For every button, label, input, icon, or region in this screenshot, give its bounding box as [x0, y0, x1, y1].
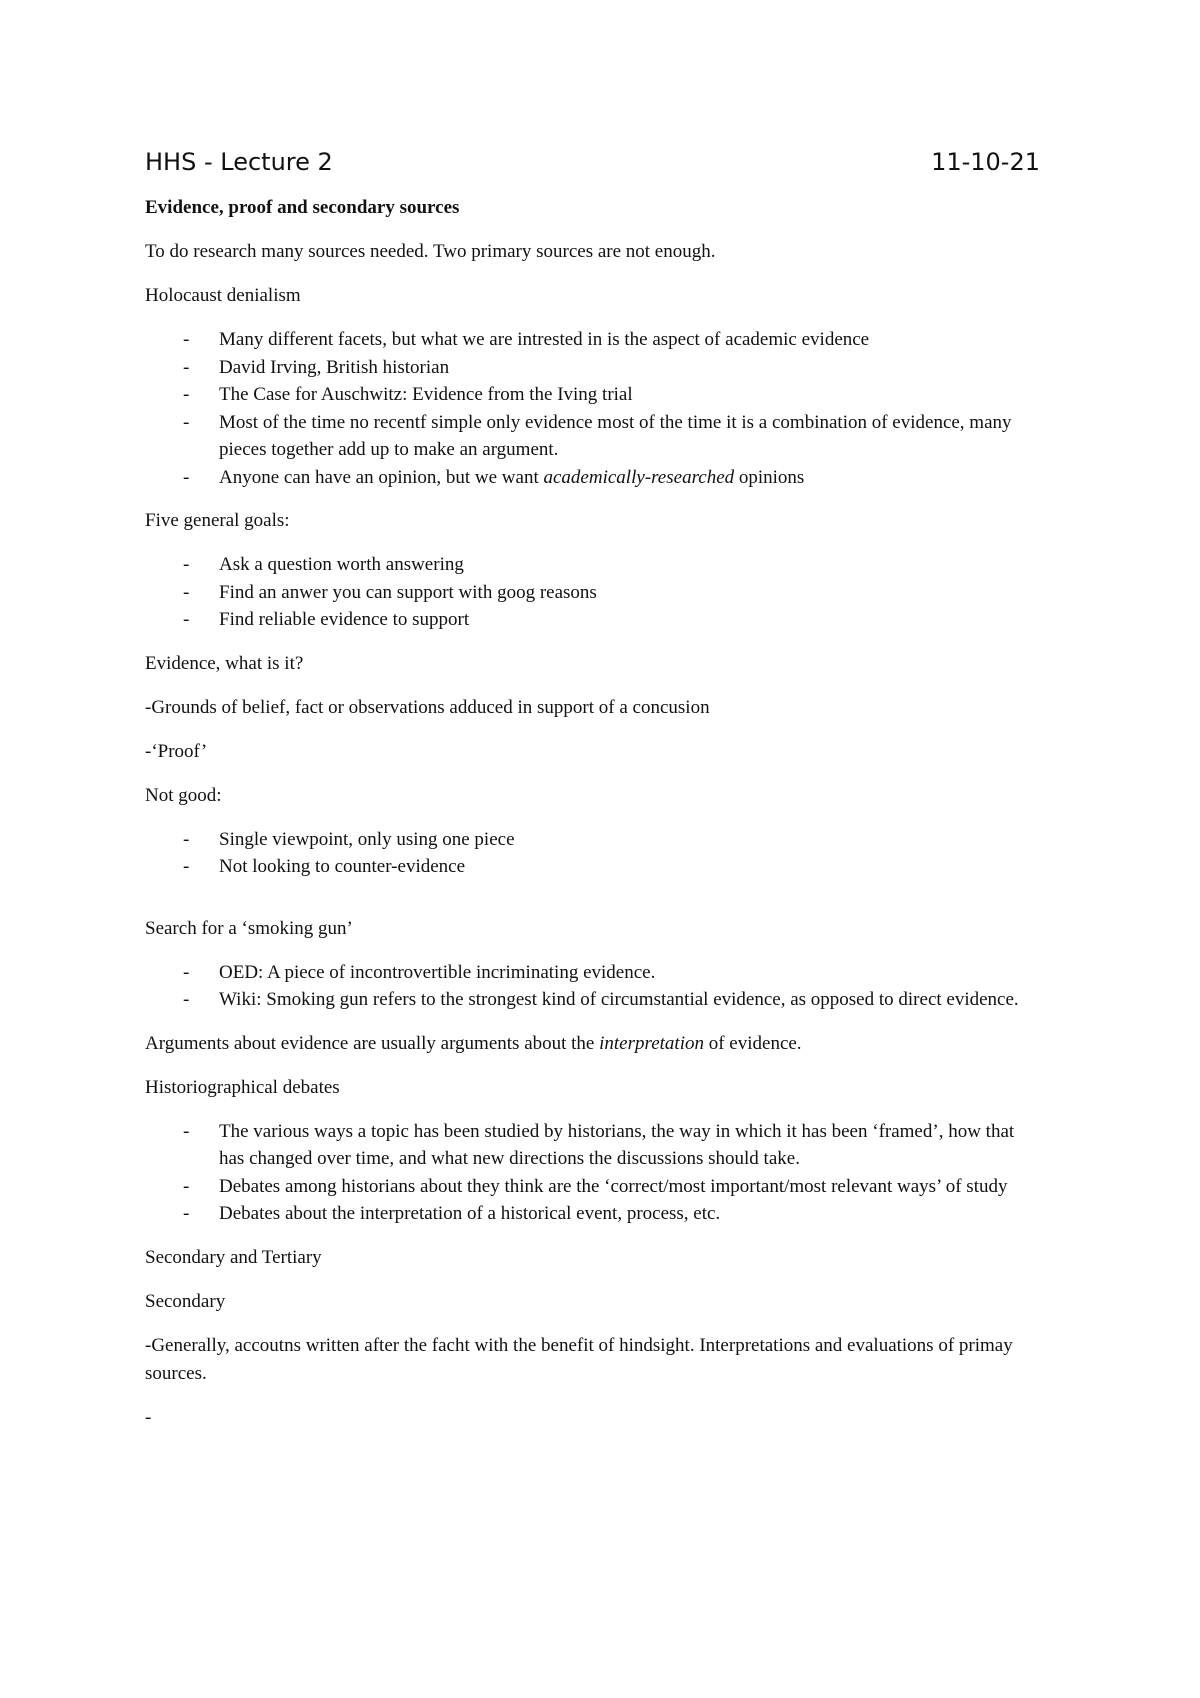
secondary-heading: Secondary: [145, 1290, 226, 1312]
holocaust-heading: Holocaust denialism: [145, 285, 301, 306]
list-item-text: The Case for Auschwitz: Evidence from the Iving trial: [219, 384, 633, 405]
list-item: [145, 354, 1040, 382]
trailing-dash: -: [145, 1406, 152, 1428]
dash-bullet: -: [183, 1175, 190, 1197]
dash-bullet: -: [183, 1120, 190, 1142]
historiographical-heading: Historiographical debates: [145, 1076, 340, 1098]
document-page: [145, 140, 1040, 1448]
lecture-title: HHS - Lecture 2: [145, 148, 333, 176]
list-item-text: Single viewpoint, only using one piece: [219, 828, 515, 850]
dash-bullet: -: [183, 581, 190, 603]
list-item: [145, 326, 1040, 354]
arguments-paragraph: [145, 1030, 1040, 1058]
not-good-heading: Not good:: [145, 784, 222, 806]
dash-bullet: -: [183, 609, 190, 630]
historiographical-list: [145, 1118, 1040, 1228]
list-item: [145, 826, 1040, 854]
list-item: [145, 579, 1040, 607]
lecture-date: 11-10-21: [931, 148, 1040, 176]
list-item: [145, 381, 1040, 409]
smoking-gun-heading: Search for a ‘smoking gun’: [145, 917, 353, 939]
list-item-text-before: Anyone can have an opinion, but we want: [219, 466, 544, 488]
list-item-text: The various ways a topic has been studied by historians, the way in which it has been ‘framed’, how that has changed over time, and what new directions the discussions should take.: [219, 1120, 1015, 1169]
section-subtitle: Evidence, proof and secondary sources: [145, 197, 460, 218]
list-item-text: Find an anwer you can support with goog reasons: [219, 581, 597, 603]
not-good-list: [145, 826, 1040, 881]
list-item-text: Many different facets, but what we are intrested in is the aspect of academic evidence: [219, 329, 870, 350]
goals-heading: Five general goals:: [145, 510, 290, 531]
list-item-text: Most of the time no recentf simple only evidence most of the time it is a combination of evidence, many pieces together add up to make an argument.: [219, 411, 1012, 460]
smoking-gun-list: [145, 959, 1040, 1014]
dash-bullet: -: [183, 384, 190, 405]
list-item: [145, 959, 1040, 987]
document-header: [145, 140, 1040, 180]
list-item: [145, 1118, 1040, 1173]
list-item-text: OED: A piece of incontrovertible incriminating evidence.: [219, 961, 656, 983]
list-item: [145, 986, 1040, 1014]
list-item-text: Wiki: Smoking gun refers to the strongest kind of circumstantial evidence, as opposed to direct evidence.: [219, 989, 1019, 1010]
list-item: [145, 409, 1040, 464]
arguments-text-after: of evidence.: [703, 1032, 802, 1054]
evidence-proof: -‘Proof’: [145, 740, 208, 762]
blank-line: [145, 897, 1040, 915]
list-item: [145, 606, 1040, 634]
emphasis-text: interpretation: [599, 1032, 704, 1054]
holocaust-list: [145, 326, 1040, 491]
dash-bullet: -: [183, 356, 190, 378]
intro-paragraph: To do research many sources needed. Two primary sources are not enough.: [145, 241, 716, 262]
dash-bullet: -: [183, 411, 190, 433]
list-item-text-after: opinions: [734, 466, 805, 488]
list-item: [145, 464, 1040, 492]
dash-bullet: -: [183, 329, 190, 350]
list-item-text: Not looking to counter-evidence: [219, 856, 466, 877]
list-item: [145, 853, 1040, 881]
secondary-paragraph: -Generally, accoutns written after the facht with the benefit of hindsight. Interpretations and evaluations of primay sources.: [145, 1334, 1013, 1384]
list-item-text: David Irving, British historian: [219, 356, 450, 378]
dash-bullet: -: [183, 989, 190, 1010]
list-item-text: Debates about the interpretation of a historical event, process, etc.: [219, 1203, 721, 1224]
dash-bullet: -: [183, 554, 190, 575]
list-item-text: Ask a question worth answering: [219, 554, 464, 575]
evidence-definition: -Grounds of belief, fact or observations adduced in support of a concusion: [145, 696, 710, 718]
list-item: [145, 1173, 1040, 1201]
emphasis-text: academically-researched: [543, 466, 735, 488]
secondary-tertiary-heading: Secondary and Tertiary: [145, 1246, 322, 1268]
dash-bullet: -: [183, 828, 190, 850]
list-item-text: Debates among historians about they think are the ‘correct/most important/most relevant ways’ of study: [219, 1175, 1008, 1197]
list-item: [145, 1200, 1040, 1228]
arguments-text-before: Arguments about evidence are usually arguments about the: [145, 1032, 600, 1054]
dash-bullet: -: [183, 466, 190, 488]
evidence-heading: Evidence, what is it?: [145, 652, 304, 674]
list-item: [145, 551, 1040, 579]
dash-bullet: -: [183, 856, 190, 877]
goals-list: [145, 551, 1040, 634]
dash-bullet: -: [183, 1203, 190, 1224]
list-item-text: Find reliable evidence to support: [219, 609, 470, 630]
dash-bullet: -: [183, 961, 190, 983]
